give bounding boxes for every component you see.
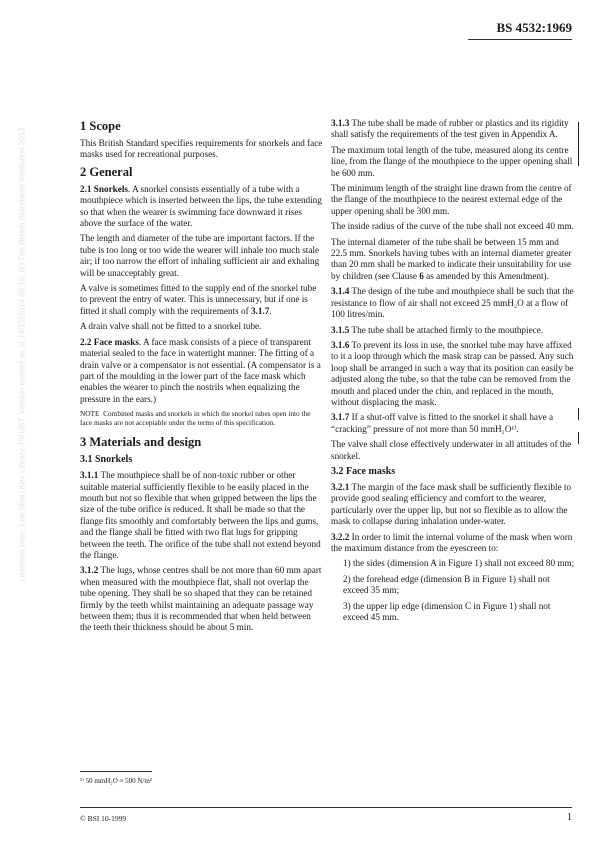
clause-ref-6: 6 (419, 270, 424, 281)
footer-rule (80, 807, 572, 808)
list-item: 1) the sides (dimension A in Figure 1) shall not exceed 80 mm; (343, 558, 575, 569)
clause-3-1-1-text: The mouthpiece shall be of non-toxic rubber or other suitable material sufficiently flexible to be easily placed in the mouth but not so flexible that when gripped between the lips the size of the tube orifice is reduced. It shall be made so that the flange fits smoothly and comfortably between the lips and gums, and the flange shall be fitted with two flat lugs for gripping between the teeth. The orifice of the tube shall not extend beyond the flange. (80, 470, 321, 560)
clause-3-1-5 (331, 325, 575, 336)
copyright: © BSI 10-1999 (80, 814, 127, 823)
clause-3-1-3-para-b: The maximum total length of the tube, measured along its centre line, from the flange of the mouthpiece to the upper opening shall be 600 mm. (331, 144, 573, 178)
clause-2-2-text: . A face mask consists of a piece of transparent material sealed to the face in watertight manner. The fitting of a drain valve or a compensator is not essential. (A compensator is a part of the moulding in the lower part of the face mask which enables the wearer to pinch the nostrils when equalizing the pressure in the ears.) (80, 336, 321, 404)
clause-2-1-para-d: A drain valve shall not be fitted to a snorkel tube. (80, 321, 262, 332)
clause-3-1-7-text: If a shut-off valve is fitted to the snorkel it shall have a “cracking” pressure of not more than 50 mmH₂O¹⁾. (331, 412, 554, 434)
clause-2-1-para-c (80, 283, 324, 317)
clause-3-1-3-para-c: The minimum length of the straight line drawn from the centre of the flange of the mouthpiece to the nearest external edge of the upper opening shall be 300 mm. (331, 183, 572, 216)
general-heading: 2 General (80, 164, 133, 179)
clause-2-1-para-b: The length and diameter of the tube are important factors. If the tube is too long or too wide the wearer will inhale too much stale air; if too narrow the effort of inhaling sufficient air and exhaling will be unacceptably great. (80, 233, 320, 278)
clause-3-2-1-text: The margin of the face mask shall be sufficiently flexible to provide good sealing efficiency and comfort to the wearer, particularly over the upper lip, but not so flexible as to allow the mask to collapse during inhalation under-water. (331, 481, 572, 527)
clause-3-2-1-number: 3.2.1 (331, 481, 350, 492)
clause-3-1-6 (331, 340, 575, 408)
clause-3-1-3-para-e (331, 237, 575, 283)
clause-3-1-6-number: 3.1.6 (331, 339, 350, 350)
clause-3-1-5-text: The tube shall be attached firmly to the mouthpiece. (351, 324, 544, 335)
clause-3-1-1-number: 3.1.1 (80, 470, 99, 481)
license-watermark (12, 100, 27, 620)
clause-3-1-3-number: 3.1.3 (331, 118, 350, 128)
clause-3-2-2-text: In order to limit the internal volume of the mask when worn the maximum distance from the eyescreen to: (331, 531, 573, 553)
footnote: ¹⁾ 50 mmH₂O ≈ 500 N/m² (80, 777, 152, 785)
clause-3-1-7 (331, 412, 575, 435)
page-number: 1 (567, 812, 572, 823)
clause-3-1-7-number: 3.1.7 (331, 412, 350, 423)
left-column (80, 118, 324, 638)
list-item: 3) the upper lip edge (dimension C in Figure 1) shall not exceed 45 mm. (343, 600, 551, 623)
face-masks-subheading: 3.2 Face masks (331, 465, 396, 477)
clause-3-1-2 (80, 565, 324, 633)
page-header (0, 0, 600, 62)
clause-3-2-1 (331, 482, 575, 528)
materials-heading: 3 Materials and design (80, 435, 202, 450)
clause-3-1-1 (80, 470, 324, 561)
clause-ref-3-1-7: 3.1.7 (250, 305, 270, 316)
right-column (331, 118, 575, 627)
clause-3-2-2 (331, 532, 575, 555)
clause-3-1-6-text: To prevent its loss in use, the snorkel tube may have affixed to it a loop through which the mask strap can be passed. Any such loop shall be arranged in such a way that its position can easily be adjusted along the tube, so that the tube can be removed from the mouth and placed under the chin, and replaced in the mouth, without displacing the mask. (331, 339, 574, 407)
clause-2-1-text: . A snorkel consists essentially of a tube with a mouthpiece which is inserted between the lips, the tube extending so that when the wearer is swimming face downward it rises above the surface of the water. (80, 183, 322, 229)
clause-3-1-4-text: The design of the tube and mouthpiece shall be such that the resistance to flow of air shall not exceed 25 mmH₂O at a flow of 100 litres/min. (331, 286, 574, 320)
clause-3-1-3-para-d: The inside radius of the curve of the tube shall not exceed 40 mm. (331, 221, 574, 232)
clause-2-2 (80, 337, 324, 405)
footnote-rule (80, 771, 152, 772)
change-bar (578, 432, 579, 444)
clause-3-1-7-para-b: The valve shall close effectively underwater in all attitudes of the snorkel. (331, 439, 572, 461)
clause-2-1 (80, 184, 324, 230)
change-bar (578, 122, 579, 166)
clause-2-1-number: 2.1 Snorkels (80, 183, 128, 194)
scope-heading: 1 Scope (80, 119, 121, 133)
standard-number: BS 4532:1969 (496, 20, 572, 35)
clause-3-1-5-number: 3.1.5 (331, 324, 350, 335)
note-label: NOTE (80, 409, 100, 419)
clause-3-1-3 (331, 118, 575, 141)
clause-3-1-2-text: The lugs, whose centres shall be not more than 60 mm apart when measured with the mouthpiece flat, shall not overlap the tube opening. They shall be so shaped that they can be retained firmly by the teeth whilst maintaining an adequate passage way between them; thus it is recommended that when held between the teeth their thickness should be about 5 min. (80, 565, 322, 633)
clause-3-2-2-number: 3.2.2 (331, 531, 350, 542)
clause-3-1-2-number: 3.1.2 (80, 565, 99, 576)
clause-3-1-3-para-e-end: as amended by this Amendment). (423, 270, 549, 281)
note-text: Combined masks and snorkels in which the snorkel tubes open into the face masks are not acceptable under the terms of this specification. (80, 409, 311, 428)
snorkels-subheading: 3.1 Snorkels (80, 454, 133, 466)
clause-3-1-3-text: The tube shall be made of rubber or plastics and its rigidity shall satisfy the requirements of the test given in Appendix A. (331, 118, 569, 140)
clause-2-1-para-c-end: . (269, 305, 272, 316)
note (80, 409, 324, 427)
clause-3-1-3-para-e-text: The internal diameter of the tube shall be between 15 mm and 22.5 mm. Snorkels having tubes with an internal diameter greater than 20 mm shall be marked to indicate their unsuitability for use by children (see Clause (331, 236, 572, 281)
clause-2-1-para-c-text: A valve is sometimes fitted to the supply end of the snorkel tube to prevent the entry of water. This is unnecessary, but if one is fitted it shall comply with the requirements of (80, 283, 317, 316)
header-rule (468, 39, 572, 40)
clause-2-2-number: 2.2 Face masks (80, 336, 139, 347)
watermark-text: Licensed copy: Lee Shau Kee Library, HKUST, Version correct as of 14/12/2014 08:15, (c) The British Standards Institution 2013 (17, 127, 27, 582)
change-bar (578, 408, 579, 420)
list-item: 2) the forehead edge (dimension B in Figure 1) shall not exceed 35 mm; (343, 573, 550, 596)
clause-3-1-4 (331, 286, 575, 320)
dimension-list (331, 558, 575, 623)
scope-text: This British Standard specifies requirements for snorkels and face masks used for recreational purposes. (80, 138, 323, 160)
clause-3-1-4-number: 3.1.4 (331, 286, 350, 297)
